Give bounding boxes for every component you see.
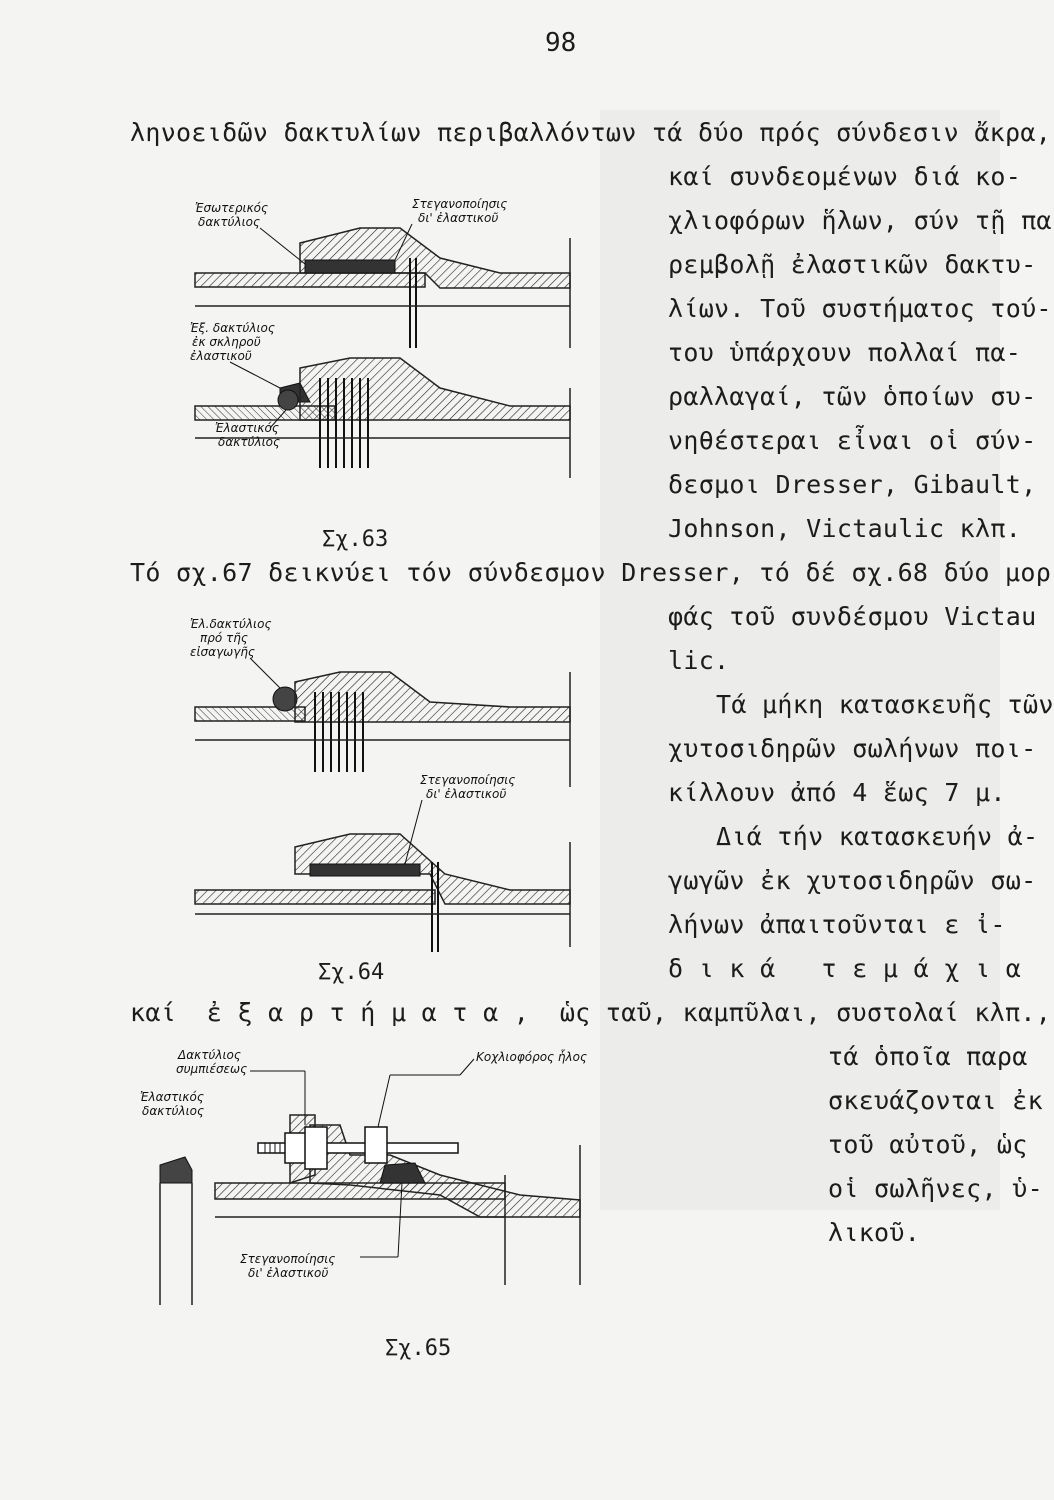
- text-line: Johnson, Victaulic κλπ.: [668, 514, 1022, 543]
- upper-joint: [195, 672, 570, 787]
- figure-caption-63: Σχ.63: [322, 527, 389, 552]
- text-line: δ ι κ ά τ ε μ ά χ ι α: [668, 954, 1022, 983]
- svg-text:Στεγανοποίησις: Στεγανοποίησις: [240, 1252, 336, 1266]
- fig63-label-hard-ring: [190, 321, 280, 388]
- text-line: Τό σχ.67 δεικνύει τόν σύνδεσμον Dresser, τό δέ σχ.68 δύο μορ: [130, 558, 1052, 587]
- fig65-label-elastic-ring: [140, 1090, 204, 1118]
- text-line: δεσμοι Dresser, Gibault,: [668, 470, 1037, 499]
- text-line: του ὑπάρχουν πολλαί πα-: [668, 338, 1022, 367]
- text-line: Τά μήκη κατασκευῆς τῶν: [716, 690, 1054, 719]
- figure-caption-65: Σχ.65: [385, 1336, 452, 1361]
- svg-text:ἐλαστικοῦ: ἐλαστικοῦ: [190, 349, 252, 363]
- text-line: ληνοειδῶν δακτυλίων περιβαλλόντων τά δύο πρός σύνδεσιν ἄκρα,: [130, 118, 1052, 147]
- elastic-ring: [160, 1157, 192, 1183]
- bell-flange: [310, 1125, 580, 1217]
- text-line: τά ὁποῖα παρα: [828, 1042, 1028, 1071]
- text-line: καί συνδεομένων διά κο-: [668, 162, 1022, 191]
- text-line: λήνων ἀπαιτοῦνται ε ἰ-: [668, 910, 1006, 939]
- text-line: νηθέστεραι εἶναι οἱ σύν-: [668, 426, 1037, 455]
- lower-joint: [195, 834, 570, 952]
- text-line: τοῦ αὐτοῦ, ὡς: [828, 1130, 1028, 1159]
- fig63-label-inner-ring: [195, 201, 305, 264]
- text-line: λίων. Τοῦ συστήματος τού-: [668, 294, 1052, 323]
- lower-joint: [195, 358, 570, 478]
- figure-65-flanged-joint-diagram: [140, 1045, 610, 1335]
- svg-text:Ἐλ.δακτύλιος: Ἐλ.δακτύλιος: [190, 617, 272, 631]
- figure-caption-64: Σχ.64: [318, 960, 385, 985]
- svg-text:Στεγανοποίησις: Στεγανοποίησις: [420, 773, 516, 787]
- svg-text:Ἐλαστικός: Ἐλαστικός: [215, 421, 279, 435]
- svg-text:εἰσαγωγῆς: εἰσαγωγῆς: [190, 645, 255, 659]
- text-line: lic.: [668, 646, 730, 675]
- svg-text:δακτύλιος: δακτύλιος: [142, 1104, 205, 1118]
- text-line: γωγῶν ἐκ χυτοσιδηρῶν σω-: [668, 866, 1037, 895]
- text-line: ρεμβολῇ ἐλαστικῶν δακτυ-: [668, 250, 1037, 279]
- text-line: κίλλουν ἀπό 4 ἕως 7 μ.: [668, 778, 1006, 807]
- page-number: 98: [545, 28, 577, 58]
- svg-text:ἐκ σκληροῦ: ἐκ σκληροῦ: [192, 335, 261, 349]
- text-line: φάς τοῦ συνδέσμου Victau: [668, 602, 1037, 631]
- svg-text:Κοχλιοφόρος ἧλος: Κοχλιοφόρος ἧλος: [476, 1050, 587, 1064]
- svg-text:συμπιέσεως: συμπιέσεως: [176, 1062, 248, 1076]
- svg-text:Δακτύλιος: Δακτύλιος: [178, 1048, 241, 1062]
- text-line: ραλλαγαί, τῶν ὁποίων συ-: [668, 382, 1037, 411]
- text-line: χυτοσιδηρῶν σωλήνων ποι-: [668, 734, 1037, 763]
- svg-text:Ἐξ. δακτύλιος: Ἐξ. δακτύλιος: [190, 321, 275, 335]
- figure-64-pipe-joint-diagram: [180, 612, 600, 952]
- text-line: χλιοφόρων ἥλων, σύν τῇ πα: [668, 206, 1052, 235]
- svg-text:δι' ἐλαστικοῦ: δι' ἐλαστικοῦ: [248, 1266, 329, 1280]
- text-line: καί ἐ ξ α ρ τ ή μ α τ α , ὡς ταῦ, καμπῦλαι, συστολαί κλπ.,: [130, 998, 1052, 1027]
- text-line: Διά τήν κατασκευήν ἀ-: [716, 822, 1039, 851]
- svg-text:Στεγανοποίησις: Στεγανοποίησις: [412, 197, 508, 211]
- svg-text:δακτύλιος: δακτύλιος: [198, 215, 261, 229]
- text-line: λικοῦ.: [828, 1218, 921, 1247]
- fig65-label-bolt: [378, 1050, 587, 1127]
- svg-text:δι' ἐλαστικοῦ: δι' ἐλαστικοῦ: [426, 787, 507, 801]
- svg-text:Ἐσωτερικός: Ἐσωτερικός: [195, 201, 269, 215]
- text-line: οἱ σωλῆνες, ὑ-: [828, 1174, 1043, 1203]
- svg-text:Ἐλαστικός: Ἐλαστικός: [140, 1090, 204, 1104]
- svg-text:δι' ἐλαστικοῦ: δι' ἐλαστικοῦ: [418, 211, 499, 225]
- figure-63-pipe-joint-diagram: [180, 188, 600, 518]
- svg-text:δακτύλιος: δακτύλιος: [218, 435, 281, 449]
- svg-text:πρό τῆς: πρό τῆς: [200, 631, 248, 645]
- fig64-label-caulking: [405, 773, 515, 864]
- text-line: σκευάζονται ἐκ: [828, 1086, 1043, 1115]
- fig64-label-ring-before: [190, 617, 280, 688]
